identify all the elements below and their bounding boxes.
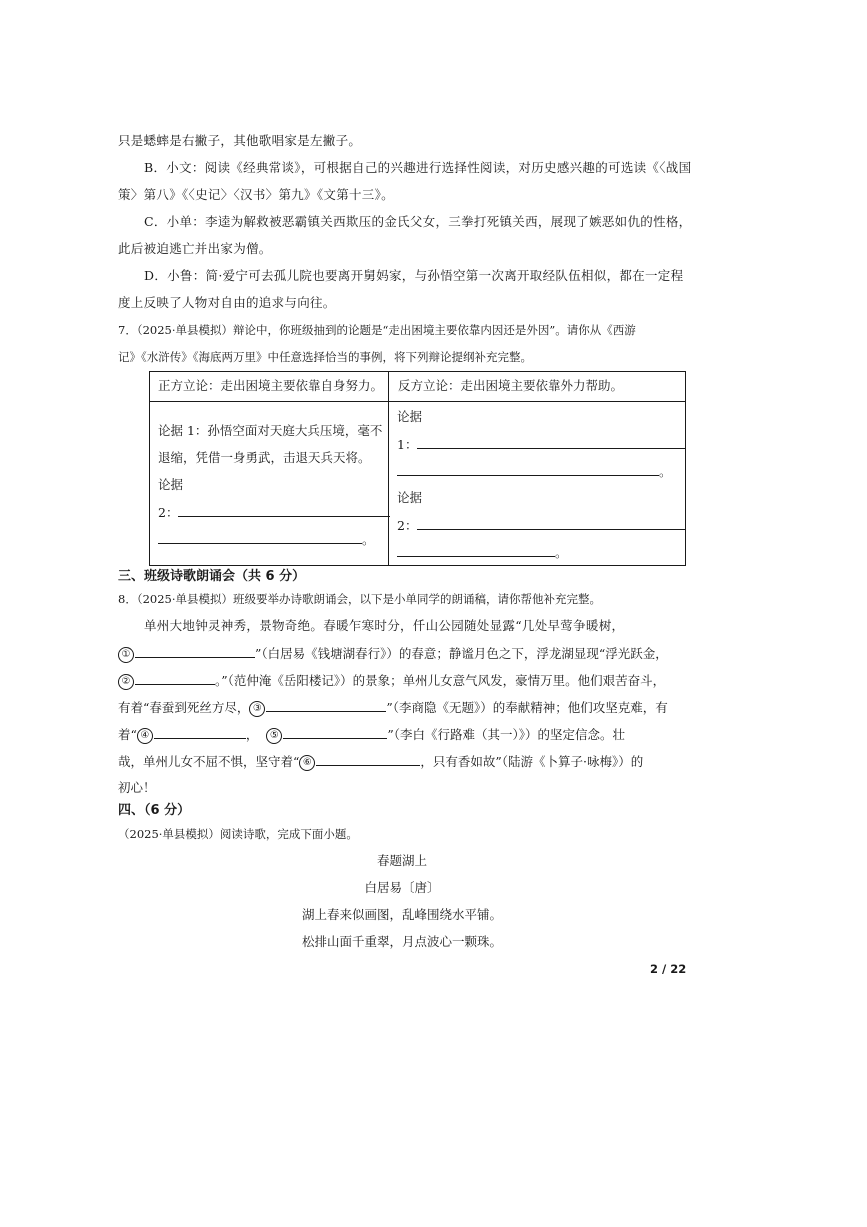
recitation-line (118, 725, 625, 744)
recitation-text: ，只有香如故”（陆游《卜算子·咏梅》）的 (420, 754, 644, 769)
question-8-stem: 8．（2025·单县模拟）班级要举办诗歌朗诵会，以下是小单同学的朗诵稿，请你帮他补充完整。 (118, 592, 601, 606)
text-line: 度上反映了人物对自由的追求与向往。 (118, 295, 336, 310)
recitation-text: 单州大地钟灵神秀，景物奇绝。春暖乍寒时分，仟山公园随处显露“几处早莺争暖树， (144, 618, 625, 633)
con-evidence-1-cont (397, 462, 672, 481)
option-b: B．小文：阅读《经典常谈》，可根据自己的兴趣进行选择性阅读，对历史感兴趣的可选读《〈战国 (144, 160, 692, 175)
pro-evidence-2 (158, 503, 390, 522)
page-number: 2 / 22 (650, 962, 687, 976)
con-evidence-2-cont (397, 543, 568, 562)
recitation-line (118, 698, 668, 717)
section-4-intro: （2025·单县模拟）阅读诗歌，完成下面小题。 (118, 827, 358, 841)
section-3-heading: 三、班级诗歌朗诵会（共 6 分） (118, 569, 306, 584)
recitation-text: 。”（范仲淹《岳阳楼记》）的景象；单州儿女意气风发，豪情万里。他们艰苦奋斗， (215, 673, 666, 688)
poem-author: 白居易〔唐〕 (364, 880, 440, 895)
answer-blank-4[interactable] (154, 725, 246, 739)
blank-number-3: ③ (249, 701, 265, 717)
answer-blank[interactable] (158, 530, 362, 544)
period: 。 (555, 545, 568, 560)
text-line: 只是蟋蟀是右撇子，其他歌唱家是左撇子。 (118, 133, 362, 148)
blank-number-6: ⑥ (299, 755, 315, 771)
blank-number-1: ① (118, 647, 134, 663)
period: 。 (362, 532, 375, 547)
answer-blank[interactable] (417, 435, 685, 449)
pro-evidence-2-label: 论据 (158, 477, 184, 492)
section-4-heading: 四、（6 分） (118, 803, 191, 818)
recitation-line (118, 671, 665, 690)
pro-evidence-1: 退缩，凭借一身勇武，击退天兵天将。 (158, 450, 371, 465)
period: 。 (659, 464, 672, 479)
recitation-text: ， (245, 727, 259, 742)
table-divider (150, 401, 685, 402)
recitation-text: 有着“春蚕到死丝方尽， (118, 700, 250, 715)
answer-blank-1[interactable] (135, 644, 255, 658)
text-line: 此后被迫逃亡并出家为僧。 (118, 241, 272, 256)
table-header-pro: 正方立论：走出困境主要依靠自身努力。 (158, 378, 384, 393)
question-7-stem: 记》《水浒传》《海底两万里》中任意选择恰当的事例，将下列辩论提纲补充完整。 (118, 350, 532, 364)
recitation-text: 着“ (118, 727, 137, 742)
poem-line-2: 松排山面千重翠，月点波心一颗珠。 (301, 934, 502, 949)
con-evidence-1-label: 论据 (397, 409, 423, 424)
con-evidence-2-label: 2： (397, 518, 418, 533)
poem-line-1: 湖上春来似画图，乱峰围绕水平铺。 (301, 907, 502, 922)
answer-blank[interactable] (397, 543, 555, 557)
recitation-text: ”（李商隐《无题》）的奉献精神；他们攻坚克难，有 (386, 700, 668, 715)
con-evidence-1 (397, 435, 685, 454)
pro-evidence-1: 论据 1：孙悟空面对天庭大兵压境，毫不 (158, 423, 383, 438)
pro-evidence-2-cont (158, 530, 375, 549)
recitation-text: ”（李白《行路难（其一）》）的坚定信念。壮 (387, 727, 626, 742)
con-evidence-2-label: 论据 (397, 490, 423, 505)
blank-number-5: ⑤ (266, 728, 282, 744)
text-line: 策〉第八》《〈史记〉〈汉书〉第九》《文第十三》。 (118, 187, 394, 202)
answer-blank-6[interactable] (316, 752, 420, 766)
debate-table (149, 371, 686, 566)
recitation-text: 初心！ (118, 780, 156, 795)
recitation-text: ”（白居易《钱塘湖春行》）的春意；静谧月色之下，浮龙湖显现“浮光跃金， (255, 646, 668, 661)
answer-blank[interactable] (417, 516, 685, 530)
recitation-line (118, 752, 643, 771)
question-7-stem: 7．（2025·单县模拟）辩论中，你班级抽到的论题是“走出困境主要依靠内因还是外因”。请你从《西游 (118, 323, 636, 337)
answer-blank[interactable] (397, 462, 659, 476)
table-header-con: 反方立论：走出困境主要依靠外力帮助。 (398, 378, 624, 393)
answer-blank[interactable] (178, 503, 390, 517)
answer-blank-5[interactable] (283, 725, 387, 739)
answer-blank-3[interactable] (266, 698, 386, 712)
con-evidence-1-label: 1： (397, 437, 418, 452)
answer-blank-2[interactable] (135, 671, 215, 685)
pro-evidence-2-label: 2： (158, 505, 179, 520)
poem-title: 春题湖上 (376, 853, 427, 868)
con-evidence-2 (397, 516, 685, 535)
recitation-text: 哉，单州儿女不屈不惧，坚守着“ (118, 754, 300, 769)
blank-number-4: ④ (137, 728, 153, 744)
blank-number-2: ② (118, 674, 134, 690)
recitation-line (118, 644, 668, 663)
option-d: D．小鲁：简·爱宁可去孤儿院也要离开舅妈家，与孙悟空第一次离开取经队伍相似，都在一定程 (144, 268, 684, 283)
option-c: C．小单：李逵为解救被恶霸镇关西欺压的金氏父女，三拳打死镇关西，展现了嫉恶如仇的性格， (144, 214, 692, 229)
